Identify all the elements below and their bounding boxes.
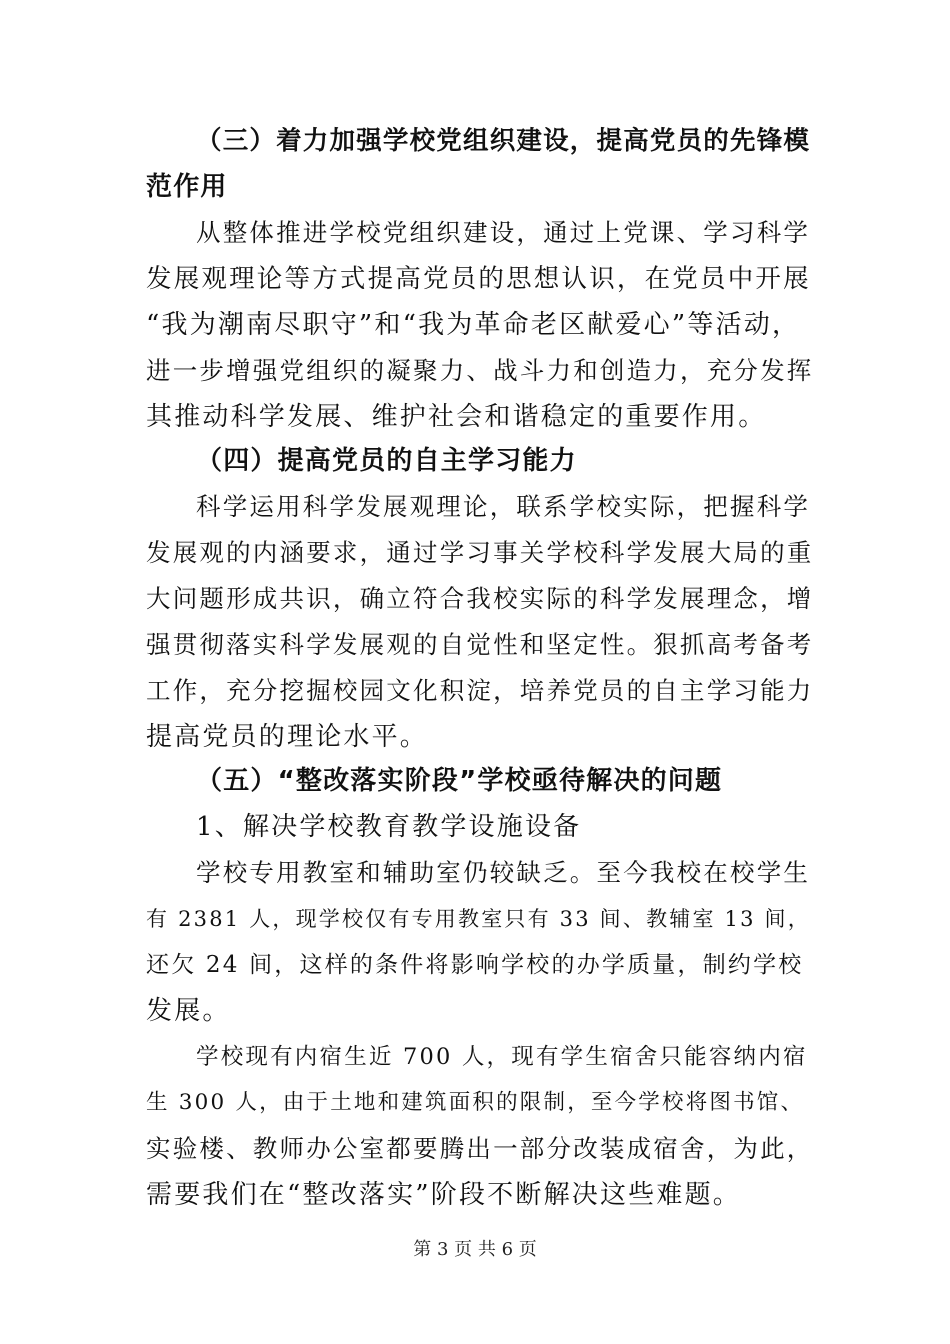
section-5-item-1-title: 1、解决学校教育教学设施设备 (196, 812, 582, 842)
section-5-paragraph-1-line: 发展。 (146, 996, 231, 1026)
section-4-heading: （四）提高党员的自主学习能力 (196, 446, 577, 476)
section-5-heading: （五）“整改落实阶段”学校亟待解决的问题 (196, 766, 723, 796)
page-footer: 第 3 页 共 6 页 (413, 1239, 537, 1260)
section-4-paragraph-line: 提高党员的理论水平。 (146, 722, 429, 752)
section-4-paragraph-line: 大问题形成共识，确立符合我校实际的科学发展理念，增 (146, 584, 814, 613)
section-3-heading: （三）着力加强学校党组织建设，提高党员的先锋模 (196, 126, 811, 156)
section-3-paragraph-line: 从整体推进学校党组织建设，通过上党课、学习科学 (196, 218, 811, 247)
section-3-paragraph-line: 其推动科学发展、维护社会和谐稳定的重要作用。 (146, 402, 767, 432)
section-4-paragraph-line: 强贯彻落实科学发展观的自觉性和坚定性。狠抓高考备考 (146, 630, 814, 659)
section-4-paragraph-line: 工作，充分挖掘校园文化积淀，培养党员的自主学习能力 (146, 676, 814, 705)
section-5-paragraph-2-line: 学校现有内宿生近 700 人，现有学生宿舍只能容纳内宿 (196, 1044, 808, 1070)
section-5-paragraph-1-line: 有 2381 人，现学校仅有专用教室只有 33 间、教辅室 13 间， (146, 907, 811, 931)
section-5-paragraph-1-line: 还欠 24 间，这样的条件将影响学校的办学质量，制约学校 (146, 952, 804, 978)
section-3-paragraph-line: “我为潮南尽职守”和“我为革命老区献爱心”等活动， (146, 310, 801, 340)
section-5-paragraph-2-line: 生 300 人，由于土地和建筑面积的限制，至今学校将图书馆、 (146, 1090, 805, 1115)
section-4-paragraph-line: 科学运用科学发展观理论，联系学校实际，把握科学 (196, 492, 811, 521)
section-3-heading-continued: 范作用 (146, 172, 228, 202)
section-5-paragraph-2-line: 需要我们在“整改落实”阶段不断解决这些难题。 (146, 1180, 741, 1210)
section-3-paragraph-line: 进一步增强党组织的凝聚力、战斗力和创造力，充分发挥 (146, 356, 814, 385)
section-5-paragraph-2-line: 实验楼、教师办公室都要腾出一部分改装成宿舍，为此， (146, 1134, 814, 1163)
section-4-paragraph-line: 发展观的内涵要求，通过学习事关学校科学发展大局的重 (146, 538, 814, 567)
section-5-paragraph-1-line: 学校专用教室和辅助室仍较缺乏。至今我校在校学生 (196, 858, 811, 887)
section-3-paragraph-line: 发展观理论等方式提高党员的思想认识，在党员中开展 (146, 264, 811, 294)
